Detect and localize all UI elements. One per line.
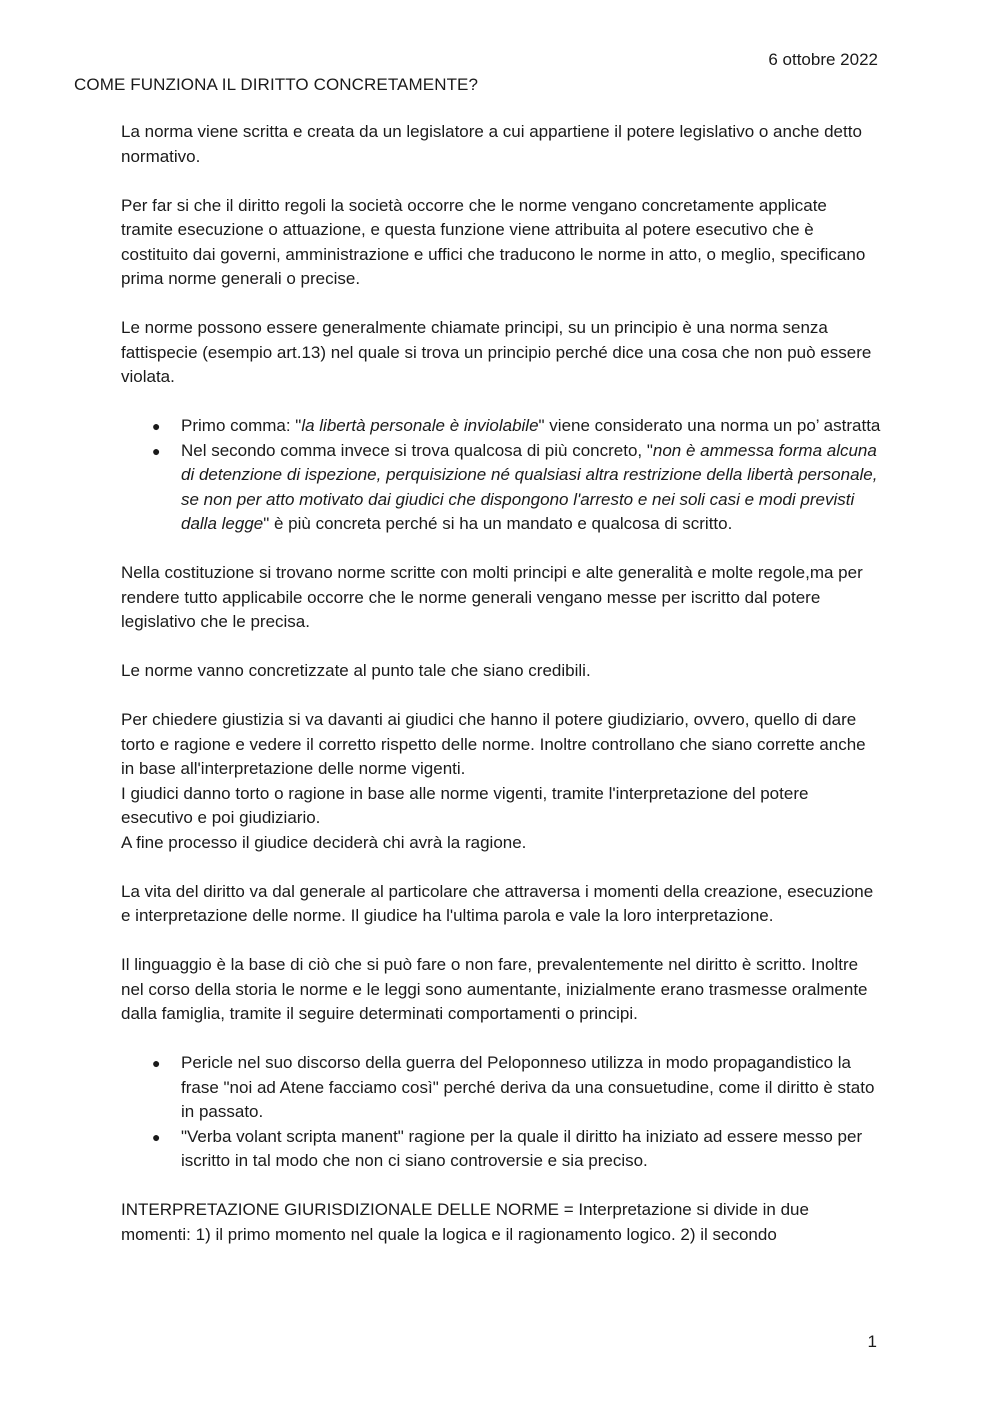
paragraph-judges-line3: A fine processo il giudice deciderà chi avrà la ragione. <box>121 832 527 852</box>
page-number: 1 <box>867 1332 877 1351</box>
bullet-icon: ● <box>152 418 161 434</box>
bullet-list-history <box>121 1051 881 1174</box>
paragraph-life-of-law: La vita del diritto va dal generale al particolare che attraversa i momenti della creazione, esecuzione e interpretazione delle norme. Il giudice ha l'ultima parola e vale la loro interpretazione. <box>121 881 874 925</box>
list-item <box>121 439 881 537</box>
bullet-icon: ● <box>152 1055 161 1071</box>
paragraph-concretize: Le norme vanno concretizzate al punto tale che siano credibili. <box>121 661 591 680</box>
document-body <box>121 120 881 1272</box>
list-item <box>121 414 881 439</box>
list-item-text: Pericle nel suo discorso della guerra del Peloponneso utilizza in modo propagandistico la frase "noi ad Atene facciamo così" perché deriva da una consuetudine, come il diritto è stato in passato. <box>181 1053 875 1121</box>
list-item-quote: non è ammessa forma alcuna di detenzione di ispezione, perquisizione né qualsiasi altra restrizione della libertà personale, se non per atto motivato dai giudici che dispongono l'arresto e nei soli casi e modi previsti dalla legge <box>181 440 878 533</box>
paragraph-language: Il linguaggio è la base di ciò che si può fare o non fare, prevalentemente nel diritto è scritto. Inoltre nel corso della storia le norme e le leggi sono aumentante, inizialmente erano trasmesse oralmente dalla famiglia, tramite il seguire determinati comportamenti o principi. <box>121 955 868 1023</box>
paragraph-legislator: La norma viene scritta e creata da un legislatore a cui appartiene il potere legislativo o anche detto normativo. <box>121 122 862 166</box>
bullet-list-commi <box>121 414 881 537</box>
paragraph-constitution: Nella costituzione si trovano norme scritte con molti principi e alte generalità e molte regole,ma per rendere tutto applicabile occorre che le norme generali vengano messe per iscritto dal potere legislativo che le precisa. <box>121 563 863 631</box>
list-item-text: Nel secondo comma invece si trova qualcosa di più concreto, " <box>181 440 653 460</box>
bullet-icon: ● <box>152 442 161 459</box>
paragraph-principles: Le norme possono essere generalmente chiamate principi, su un principio è una norma senza fattispecie (esempio art.13) nel quale si trova un principio perché dice una cosa che non può essere violata. <box>121 318 872 386</box>
paragraph-judges-line2: I giudici danno torto o ragione in base alle norme vigenti, tramite l'interpretazione del potere esecutivo e poi giudiziario. <box>121 783 809 827</box>
list-item-text: "Verba volant scripta manent" ragione per la quale il diritto ha iniziato ad essere messo per iscritto in tal modo che non ci siano controversie e sia preciso. <box>181 1126 863 1170</box>
list-item <box>121 1051 881 1125</box>
document-date: 6 ottobre 2022 <box>768 50 878 69</box>
document-title: COME FUNZIONA IL DIRITTO CONCRETAMENTE? <box>74 75 479 94</box>
list-item-quote: la libertà personale è inviolabile <box>301 416 539 435</box>
paragraph-executive: Per far si che il diritto regoli la società occorre che le norme vengano concretamente applicate tramite esecuzione o attuazione, e questa funzione viene attribuita al potere esecutivo che è costituito dai governi, amministrazione e uffici che traducono le norme in atto, o meglio, specificano prima norme generali o precise. <box>121 195 866 288</box>
list-item-text: Primo comma: " <box>181 416 302 435</box>
list-item-text: " viene considerato una norma un po’ astratta <box>538 416 881 435</box>
list-item-text: " è più concreta perché si ha un mandato e qualcosa di scritto. <box>263 514 733 533</box>
paragraph-judges: Per chiedere giustizia si va davanti ai giudici che hanno il potere giudiziario, ovvero, quello di dare torto e ragione e vedere il corretto rispetto delle norme. Inoltre controllano che siano corrette anche in base all'interpretazione delle norme vigenti. <box>121 710 866 778</box>
list-item <box>121 1125 881 1174</box>
paragraph-interpretation: INTERPRETAZIONE GIURISDIZIONALE DELLE NORME = Interpretazione si divide in due momenti: 1) il primo momento nel quale la logica e il ragionamento logico. 2) il secondo <box>121 1200 809 1244</box>
bullet-icon: ● <box>152 1128 161 1145</box>
